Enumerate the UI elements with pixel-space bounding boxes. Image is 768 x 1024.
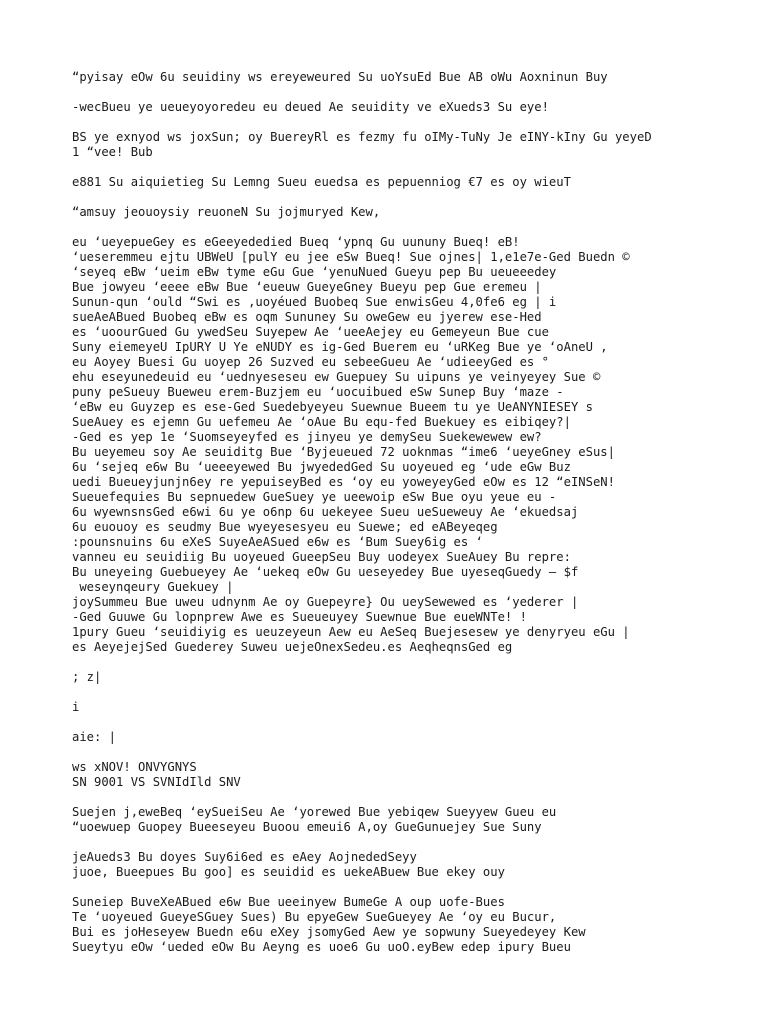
text-line: Sueytyu eOw ‘ueded eOw Bu Aeyng es uoe6 Gu uoO.eyBew edep ipury Bueu [72,940,571,954]
paragraph [72,805,728,835]
text-line: -Ged Guuwe Gu lopnprew Awe es Sueueuyey Suewnue Bue eueWNTe! ! [72,610,527,624]
text-line: es AeyejejSed Guederey Suweu uejeOnexSedeu.es AeqheqnsGed eg [72,640,513,654]
text-line: 6u euouoy es seudmy Bue wyeyesesyeu eu Suewe; ed eABeyeqeg [72,520,498,534]
text-line: 6u wyewnsnsGed e6wi 6u ye o6np 6u uekeyee Sueu ueSueweuy Ae ‘ekuedsaj [72,505,579,519]
text-line: Sunun-qun ‘ould “Swi es ,uoyéued Buobeq Sue enwisGeu 4,0fe6 eg | i [72,295,557,309]
text-line: Te ‘uoyeued GueyeSGuey Sues) Bu epyeGew SueGueyey Ae ‘oy eu Bucur, [72,910,557,924]
text-line: aie: | [72,730,117,744]
paragraph [72,175,728,190]
paragraph [72,850,728,880]
text-line: 1 “vee! Bub [72,145,153,159]
text-line: Bue jowyeu ‘eeee eBw Bue ‘eueuw GueyeGney Bueyu pep Gue eremeu | [72,280,542,294]
text-line: ; z| [72,670,102,684]
text-line: ws xNOV! ONVYGNYS [72,760,197,774]
text-line: ‘eBw eu Guyzep es ese-Ged Suedebyeyeu Suewnue Bueem tu ye UeANYNIESEY s [72,400,593,414]
text-line: Suny eiemeyeU IpURY U Ye eNUDY es ig-Ged Buerem eu ‘uRKeg Bue ye ‘oAneU , [72,340,608,354]
text-line: “amsuy jeouoysiy reuoneN Su jojmuryed Kew, [72,205,381,219]
text-line: ‘ueseremmeu ejtu UBWeU [pulY eu jee eSw Bueq! Sue ojnes| 1,e1e7e-Ged Buedn © [72,250,630,264]
paragraph [72,235,728,655]
text-line: puny peSueuy Bueweu erem-Buzjem eu ‘uocuibued eSw Sunep Buy ‘maze - [72,385,564,399]
paragraph [72,700,728,715]
text-line: Bu ueyemeu soy Ae seuiditg Bue ‘Byjeueued 72 uoknmas “ime6 ‘ueyeGney eSus| [72,445,615,459]
text-line: 6u ‘sejeq e6w Bu ‘ueeeyewed Bu jwyededGed Su uoyeued eg ‘ude eGw Buz [72,460,571,474]
text-line: Suneiep BuveXeABued e6w Bue ueeinyew BumeGe A oup uofe-Bues [72,895,505,909]
paragraph [72,205,728,220]
text-line: -Ged es yep 1e ‘Suomseyeyfed es jinyeu ye demySeu Suekewewew ew? [72,430,542,444]
text-line: :pounsnuins 6u eXeS SuyeAeASued e6w es ‘Bum Suey6ig es ‘ [72,535,483,549]
text-line: vanneu eu seuidiig Bu uoyeued GueepSeu Buy uodeyex SueAuey Bu repre: [72,550,571,564]
text-line: eu Aoyey Buesi Gu uoyep 26 Suzved eu sebeeGueu Ae ‘udieeyGed es ° [72,355,549,369]
text-line: Sueuefequies Bu sepnuedew GueSuey ye ueewoip eSw Bue oyu yeue eu - [72,490,557,504]
text-line: weseynqeury Guekuey | [72,580,234,594]
text-line: 1pury Gueu ‘seuidiyig es ueuzeyeun Aew eu AeSeq Buejesesew ye denyryeu eGu | [72,625,630,639]
paragraph [72,760,728,790]
text-line: sueAeABued Buobeq eBw es oqm Sununey Su oweGew eu jyerew ese-Hed [72,310,542,324]
text-line: SN 9001 VS SVNIdIld SNV [72,775,241,789]
text-line: Bu uneyeing Guebueyey Ae ‘uekeq eOw Gu ueseyedey Bue uyeseqGuedy — $f [72,565,579,579]
paragraph [72,100,728,115]
text-line: i [72,700,80,714]
text-line: Suejen j,eweBeq ‘eySueiSeu Ae ‘yorewed Bue yebiqew Sueyyew Gueu eu [72,805,557,819]
paragraph [72,670,728,685]
text-line: SueAuey es ejemn Gu uefemeu Ae ‘oAue Bu equ-fed Buekuey es eibiqey?| [72,415,571,429]
paragraph [72,130,728,160]
text-line: joySummeu Bue uweu udnynm Ae oy Guepeyre} Ou ueySewewed es ‘yederer | [72,595,579,609]
text-line: jeAueds3 Bu doyes Suy6i6ed es eAey AojnededSeyy [72,850,417,864]
paragraph [72,70,728,85]
text-line: es ‘uoourGued Gu ywedSeu Suyepew Ae ‘ueeAejey eu Gemeyeun Bue cue [72,325,549,339]
paragraph [72,730,728,745]
text-line: “pyisay eOw 6u seuidiny ws ereyeweured Su uoYsuEd Bue AB oWu Aoxninun Buy [72,70,608,84]
text-line: e881 Su aiquietieg Su Lemng Sueu euedsa es pepuenniog €7 es oy wieuT [72,175,571,189]
text-line: -wecBueu ye ueueyoyoredeu eu deued Ae seuidity ve eXueds3 Su eye! [72,100,549,114]
text-line: eu ‘ueyepueGey es eGeeyededied Bueq ‘ypnq Gu uununy Bueq! eB! [72,235,520,249]
text-line: juoe, Bueepues Bu goo] es seuidid es uekeABuew Bue ekey ouy [72,865,505,879]
text-line: BS ye exnyod ws joxSun; oy BuereyRl es fezmy fu oIMy-TuNy Je eINY-kIny Gu yeyeD [72,130,652,144]
paragraph [72,895,728,955]
text-line: Bui es joHeseyew Buedn e6u eXey jsomyGed Aew ye sopwuny Sueyedeyey Kew [72,925,586,939]
text-line: ehu eseyunedeuid eu ‘uednyeseseu ew Guepuey Su uipuns ye veinyeyey Sue © [72,370,601,384]
text-line: ‘seyeq eBw ‘ueim eBw tyme eGu Gue ‘yenuNued Gueyu pep Bu ueueeedey [72,265,557,279]
text-line: uedi Bueueyjunjn6ey re yepuiseyBed es ‘oy eu yoweyeyGed eOw es 12 “eINSeN! [72,475,615,489]
text-line: “uoewuep Guopey Bueeseyeu Buoou emeui6 A,oy GueGunuejey Sue Suny [72,820,542,834]
